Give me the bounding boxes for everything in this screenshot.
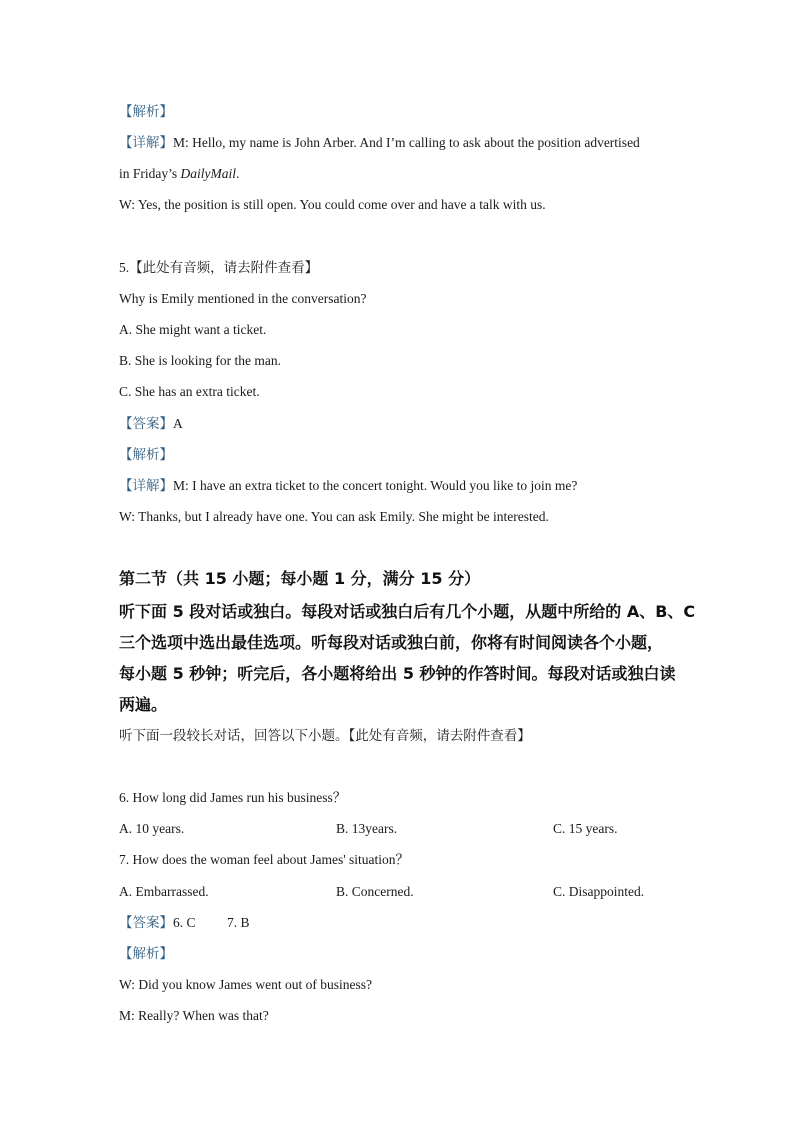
q6-option-b[interactable]: B. 13years.	[336, 821, 398, 836]
q5-answer	[119, 415, 183, 433]
answer-value-7: 7. B	[227, 915, 250, 930]
detail-text: .	[236, 166, 240, 181]
q7-option-c[interactable]: C. Disappointed.	[553, 884, 645, 899]
q5-detail-line-1	[119, 477, 577, 495]
transcript-line-2: M: Really? When was that?	[119, 1008, 269, 1023]
q7-option-a[interactable]: A. Embarrassed.	[119, 884, 209, 899]
q6-option-c[interactable]: C. 15 years.	[553, 821, 618, 836]
q5-number: 5.	[119, 260, 130, 275]
q5-option-c[interactable]: C. She has an extra ticket.	[119, 384, 260, 399]
q5-question: Why is Emily mentioned in the conversation?	[119, 291, 367, 306]
prompt-text: 听下面一段较长对话，回答以下小题。	[119, 728, 349, 744]
jiexi-label: 【解析】	[119, 104, 173, 119]
transcript-line-1: W: Did you know James went out of business?	[119, 977, 372, 992]
q5-option-b[interactable]: B. She is looking for the man.	[119, 353, 281, 368]
xiangjie-label: 【详解】	[119, 135, 173, 150]
section2-instruction-4: 两遍。	[119, 695, 168, 714]
detail-text: M: I have an extra ticket to the concert tonight. Would you like to join me?	[173, 478, 578, 493]
q5-detail-line-2: W: Thanks, but I already have one. You can ask Emily. She might be interested.	[119, 509, 549, 524]
jiexi-label: 【解析】	[119, 447, 173, 462]
section2-prompt	[119, 727, 531, 745]
q5-option-a[interactable]: A. She might want a ticket.	[119, 322, 267, 337]
q7-option-b[interactable]: B. Concerned.	[336, 884, 414, 899]
answer-value: A	[173, 416, 183, 431]
audio-attachment-link[interactable]: 【此处有音频，请去附件查看】	[129, 260, 319, 276]
q6-question: 6. How long did James run his business？	[119, 790, 347, 805]
detail-line-3: W: Yes, the position is still open. You could come over and have a talk with us.	[119, 197, 546, 212]
xiangjie-label: 【详解】	[119, 478, 173, 493]
answer-label: 【答案】	[119, 416, 173, 431]
section2-instruction-3: 每小题 5 秒钟；听完后，各小题将给出 5 秒钟的作答时间。每段对话或独白读	[119, 664, 676, 683]
detail-line-2	[119, 165, 239, 183]
newspaper-name: DailyMail	[180, 166, 237, 181]
audio-attachment-link[interactable]: 【此处有音频，请去附件查看】	[348, 728, 531, 744]
answer-value-6: 6. C	[173, 915, 196, 930]
section2-instruction-1: 听下面 5 段对话或独白。每段对话或独白后有几个小题，从题中所给的 A、B、C	[119, 602, 696, 621]
detail-text: M: Hello, my name is John Arber. And I’m calling to ask about the position advertised	[173, 135, 640, 150]
answer-label: 【答案】	[119, 915, 173, 930]
detail-line-1	[119, 134, 640, 152]
q67-answer	[119, 914, 196, 932]
q7-question: 7. How does the woman feel about James' situation？	[119, 852, 409, 867]
section2-heading: 第二节（共 15 小题；每小题 1 分，满分 15 分）	[119, 569, 481, 588]
q5-title	[119, 259, 318, 277]
jiexi-label: 【解析】	[119, 946, 173, 961]
detail-text: in Friday’s	[119, 166, 181, 181]
q6-option-a[interactable]: A. 10 years.	[119, 821, 185, 836]
section2-instruction-2: 三个选项中选出最佳选项。听每段对话或独白前，你将有时间阅读各个小题，	[119, 633, 664, 652]
